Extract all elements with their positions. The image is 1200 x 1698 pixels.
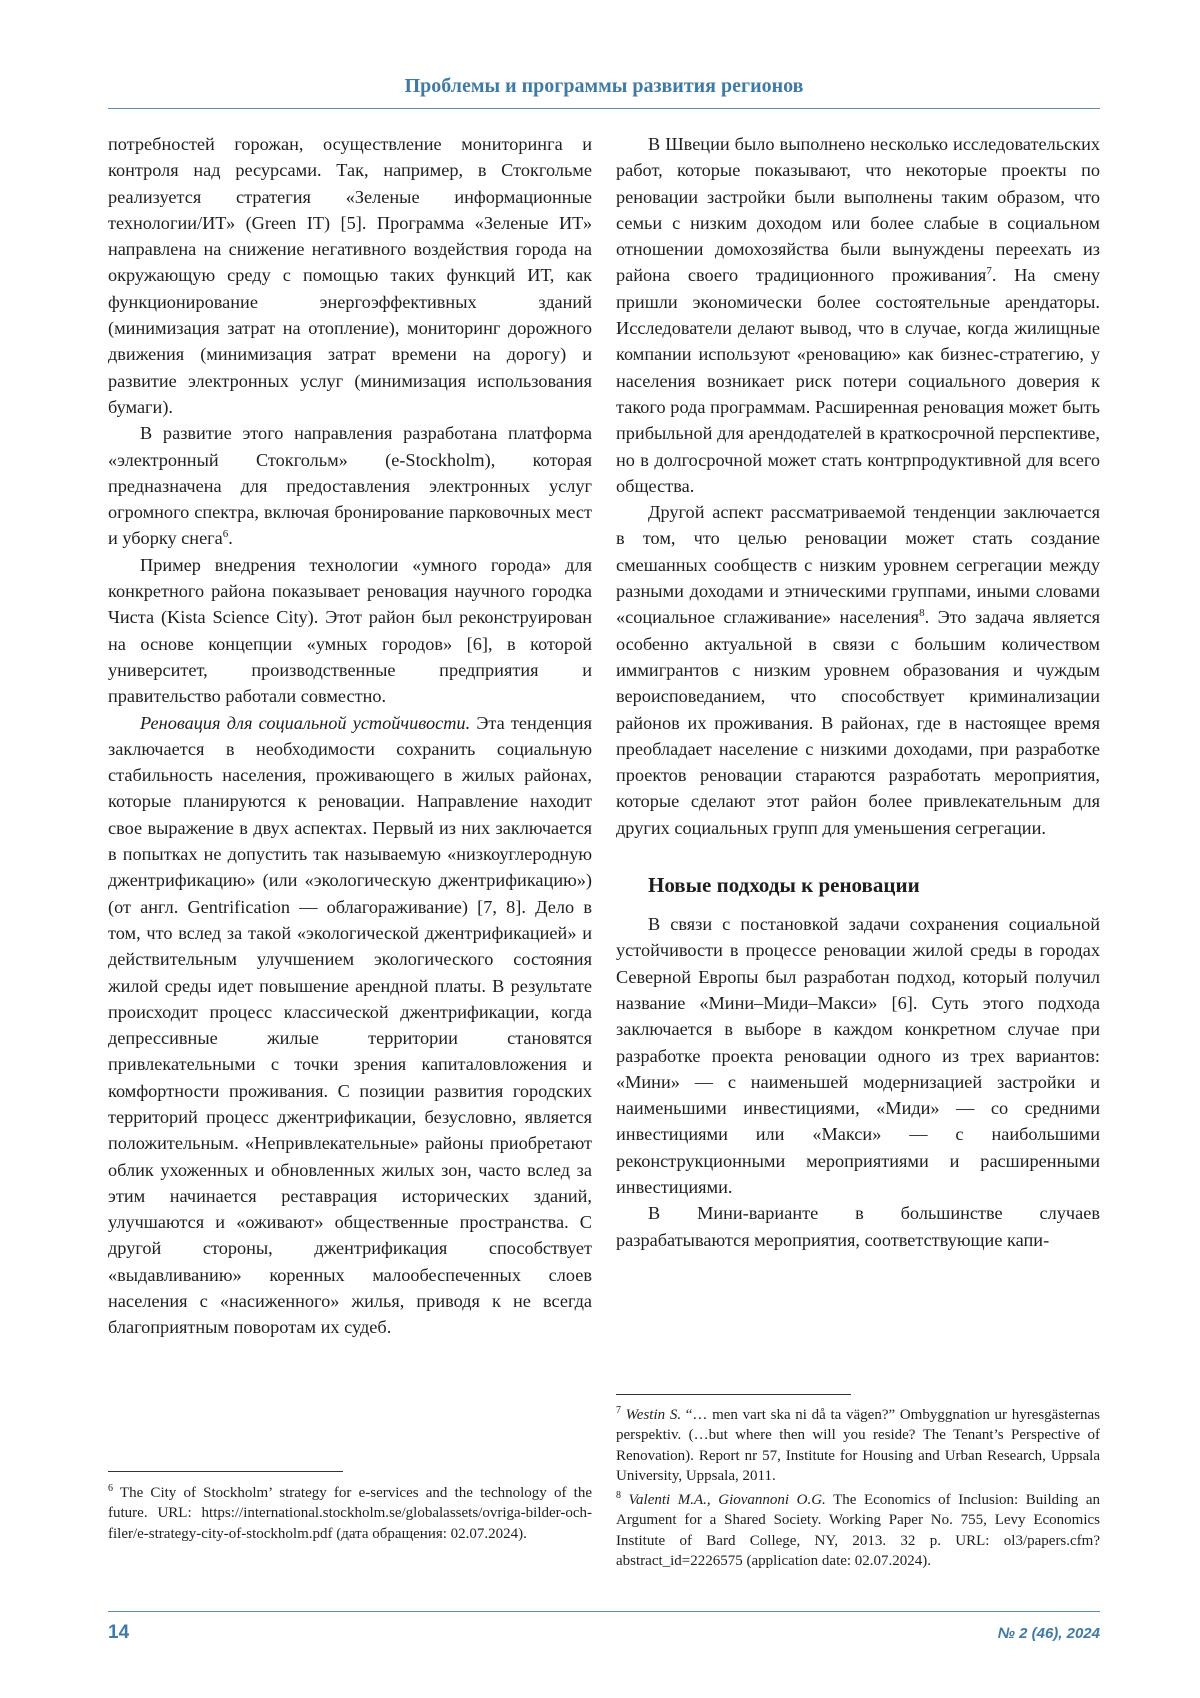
footnote-divider-left	[108, 1471, 343, 1472]
footnote-6-text: The City of Stockholm’ strategy for e-services and the technology of the future. URL: https://international.stockholm.se/globalassets/ovriga-bilder-och-filer/e-strategy-city-of-stockholm.pdf (дата обращения: 02.07.2024).	[108, 1485, 592, 1542]
footnote-ref-7[interactable]: 7	[986, 265, 992, 278]
footnote-6-number: 6	[108, 1483, 113, 1494]
right-paragraph-1-text: В Швеции было выполнено несколько исследовательских работ, которые показывают, что некоторые проекты по реновации застройки были выполнены таким образом, что семьи с низким доходом или более слабые в социальном отношении домохозяйства были вынуждены переехать из района своего традиционного проживания	[616, 134, 1100, 286]
left-paragraph-2	[108, 420, 592, 551]
footnote-7-author: Westin S.	[621, 1407, 682, 1423]
section-heading: Новые подходы к реновации	[648, 873, 920, 898]
right-column	[616, 131, 1100, 1253]
page-number: 14	[108, 1622, 130, 1643]
running-header-title: Проблемы и программы развития регионов	[404, 75, 804, 97]
footnote-8-text: The Economics of Inclusion: Building an Argument for a Shared Society. Working Paper No. 755, Levy Economics Institute of Bard College, NY, 2013. 32 p. URL: ol3/papers.cfm?abstract_id=2226575 (application date: 02.07.2024).	[616, 1492, 1100, 1570]
left-paragraph-2-text: В развитие этого направления разработана платформа «электронный Стокгольм» (e-Stockholm), которая предназначена для предоставления электронных услуг огромного спектра, включая бронирование парковочных мест и уборку снега	[108, 423, 592, 549]
right-paragraph-1	[616, 131, 1100, 499]
left-paragraph-4	[108, 710, 592, 1341]
right-paragraph-2-end: . Это задача является особенно актуальной в связи с большим количеством иммигрантов с низким уровнем образования и чуждым вероисповеданием, что способствует криминализации районов их проживания. В районах, где в настоящее время преобладает население с низкими доходами, при разработке проектов реновации стараются разработать мероприятия, которые сделают этот район более привлекательным для других социальных групп для уменьшения сегрегации.	[616, 607, 1100, 838]
left-paragraph-1: потребностей горожан, осуществление мониторинга и контроля над ресурсами. Так, например, в Стокгольме реализуется стратегия «Зеленые информационные технологии/ИТ» (Green IT) [5]. Программа «Зеленые ИТ» направлена на снижение негативного воздействия города на окружающую среду с помощью таких функций ИТ, как функционирование энергоэффективных зданий (минимизация затрат на отопление), мониторинг дорожного движения (минимизация затрат времени на дорогу) и развитие электронных услуг (минимизация использования бумаги).	[108, 134, 592, 417]
footnotes-left	[108, 1483, 592, 1548]
issue-label: № 2 (46), 2024	[997, 1625, 1100, 1642]
footnote-6	[108, 1483, 592, 1544]
footnote-8-author: Valenti M.A., Giovannoni O.G.	[621, 1492, 826, 1509]
footnote-ref-6[interactable]: 6	[222, 528, 229, 541]
right-paragraph-2-text: Другой аспект рассматриваемой тенденции заключается в том, что целью реновации может стать создание смешанных сообществ с низким уровнем сегрегации между разными доходами и этническими группами, иными словами «социальное сглаживание» населения	[616, 502, 1100, 628]
header-divider	[108, 108, 1100, 109]
left-paragraph-2-end: .	[228, 528, 233, 549]
footnote-ref-8[interactable]: 8	[919, 607, 925, 620]
right-paragraph-2	[616, 499, 1100, 841]
footnote-8-number: 8	[616, 1490, 621, 1502]
footnote-8	[616, 1490, 1100, 1571]
left-paragraph-3: Пример внедрения технологии «умного города» для конкретного района показывает реновация научного городка Чиста (Kista Science City). Этот район был реконструирован на основе концепции «умных городов» [6], в которой университет, производственные предприятия и правительство работали совместно.	[108, 554, 592, 707]
footnotes-right	[616, 1405, 1100, 1575]
footnote-divider-right	[616, 1394, 851, 1395]
footnote-7	[616, 1405, 1100, 1486]
footnote-7-number: 7	[616, 1405, 621, 1416]
footnote-7-text: “… men vart ska ni då ta vägen?” Ombyggnation ur hyresgästernas perspektiv. (…but where then will you reside? The Tenant’s Perspective of Renovation). Report nr 57, Institute for Housing and Urban Research, Uppsala University, Uppsala, 2011.	[616, 1407, 1100, 1484]
right-paragraph-4: В Мини-варианте в большинстве случаев разрабатываются мероприятия, соответствующие капи-	[616, 1203, 1100, 1250]
left-column	[108, 131, 592, 1341]
right-paragraph-1-end: . На смену пришли экономически более состоятельные арендаторы. Исследователи делают вывод, что в случае, когда жилищные компании используют «реновацию» как бизнес-стратегию, у населения возникает риск потери социального доверия к такого рода программам. Расширенная реновация может быть прибыльной для арендодателей в краткосрочной перспективе, но в долгосрочной может стать контрпродуктивной для всего общества.	[616, 265, 1100, 496]
footer-divider	[108, 1611, 1100, 1612]
left-paragraph-4-text: Эта тенденция заключается в необходимости сохранить социальную стабильность населения, проживающего в жилых районах, которые планируются к реновации. Направление находит свое выражение в двух аспектах. Первый из них заключается в попытках не допустить так называемую «низкоуглеродную джентрификацию» (или «экологическую джентрификацию») (от англ. Gentrification — облагораживание) [7, 8]. Дело в том, что вслед за такой «экологической джентрификацией» и действительным улучшением экологического состояния жилой среды идет повышение арендной платы. В результате происходит процесс классической джентрификации, когда депрессивные жилые территории становятся привлекательными с точки зрения капиталовложения и комфортности проживания. С позиции развития городских территорий процесс джентрификации, безусловно, является положительным. «Непривлекательные» районы приобретают облик ухоженных и обновленных жилых зон, часто вслед за этим начинается реставрация исторических зданий, улучшаются и «оживают» общественные пространства. С другой стороны, джентрификация способствует «выдавливанию» коренных малообеспеченных слоев населения с «насиженного» жилья, приводя к не всегда благоприятным поворотам их судеб.	[108, 712, 592, 1338]
right-paragraph-3: В связи с постановкой задачи сохранения социальной устойчивости в процессе реновации жилой среды в городах Северной Европы был разработан подход, который получил название «Мини–Миди–Макси» [6]. Суть этого подхода заключается в выборе в каждом конкретном случае при разработке проекта реновации одного из трех вариантов: «Мини» — с наименьшей модернизацией застройки и наименьшими инвестициями, «Миди» — со средними инвестициями или «Макси» — с наибольшими реконструкционными мероприятиями и расширенными инвестициями.	[616, 914, 1100, 1197]
subsection-lead-italic: Реновация для социальной устойчивости.	[140, 712, 471, 733]
